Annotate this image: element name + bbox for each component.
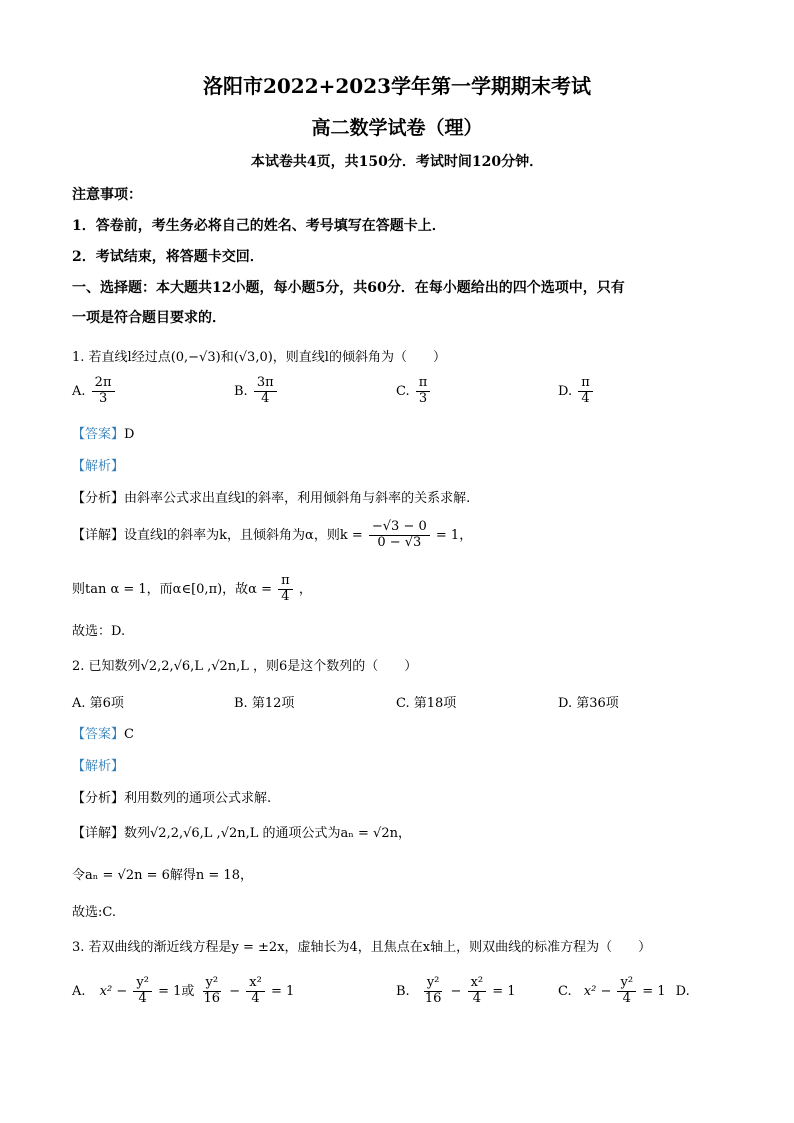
q1-detail-fraction: $\frac{-√3 - 0}{0 - √3}$ — [369, 520, 430, 551]
note-item-2: 2．考试结束，将答题卡交回． — [72, 249, 264, 265]
q2-option-b: B. 第12项 — [234, 696, 295, 711]
q1-detail: 【详解】设直线l的斜率为k，且倾斜角为α，则k = $\frac{-√3 - 0}{0 - √3}$ = 1， — [72, 519, 473, 550]
exam-title: 洛阳市2022+2023学年第一学期期末考试 — [202, 74, 592, 98]
exam-info: 本试卷共4页，共150分．考试时间120分钟． — [250, 154, 544, 170]
q3-option-a: A. x² − $\frac{\text{y²}}{4}$ = 1或 $\frac{\text{y²}}{16}$ − $\frac{\text{x²}}{4}$ = 1 — [72, 975, 295, 1006]
q1-option-d: D. $\frac{\pi}{4}$ — [558, 376, 595, 407]
q3-b-fraction-2: $\frac{\text{x²}}{4}$ — [468, 976, 487, 1007]
q1-option-a-fraction: $\frac{2\pi}{3}$ — [92, 376, 115, 407]
q1-option-c-fraction: $\frac{\pi}{3}$ — [416, 376, 431, 407]
q1-detail-line2: 则tan α = 1，而α∈[0,π)，故α = $\frac{\pi}{4}$ ， — [72, 573, 312, 604]
q1-option-d-fraction: $\frac{\pi}{4}$ — [578, 376, 593, 407]
q1-option-c: C. $\frac{\pi}{3}$ — [396, 376, 432, 407]
q1-line2-fraction: $\frac{\pi}{4}$ — [278, 574, 293, 605]
q1-option-b-fraction: $\frac{3\pi}{4}$ — [254, 376, 277, 407]
q2-fenxi: 【分析】利用数列的通项公式求解. — [72, 791, 272, 806]
q2-option-c: C. 第18项 — [396, 696, 457, 711]
q1-analysis-tag: 【解析】 — [72, 459, 125, 474]
q2-option-a: A. 第6项 — [72, 696, 124, 711]
question-1-stem: 1. 若直线l经过点(0,−√3)和(√3,0)，则直线l的倾斜角为（ ） — [72, 350, 446, 365]
q3-option-b: B. $\frac{\text{y²}}{16}$ − $\frac{\text{x²}}{4}$ = 1 — [396, 975, 516, 1006]
q2-analysis-tag: 【解析】 — [72, 759, 125, 774]
section-heading-line1: 一、选择题：本大题共12小题，每小题5分，共60分．在每小题给出的四个选项中，只有 — [72, 280, 625, 296]
exam-subtitle: 高二数学试卷（理） — [311, 117, 483, 139]
q1-option-b: B. $\frac{3\pi}{4}$ — [234, 376, 279, 407]
q1-conclusion: 故选：D. — [72, 624, 126, 639]
section-heading-line2: 一项是符合题目要求的． — [72, 310, 226, 326]
q2-option-d: D. 第36项 — [558, 696, 619, 711]
q3-a-fraction-2: $\frac{\text{y²}}{16}$ — [203, 975, 221, 1006]
q1-fenxi: 【分析】由斜率公式求出直线l的斜率，利用倾斜角与斜率的关系求解. — [72, 491, 471, 506]
q2-detail-line2: 令aₙ = √2n = 6解得n = 18， — [72, 868, 253, 883]
q2-answer: 【答案】C — [72, 727, 134, 742]
notes-heading: 注意事项： — [72, 187, 142, 203]
q1-answer: 【答案】D — [72, 427, 135, 442]
q3-c-fraction-1: $\frac{\text{y²}}{4}$ — [617, 976, 636, 1007]
question-3-stem: 3. 若双曲线的渐近线方程是y = ±2x，虚轴长为4，且焦点在x轴上，则双曲线的标准方程为（ ） — [72, 940, 652, 955]
q3-option-c: C. x² − $\frac{\text{y²}}{4}$ = 1 D. — [558, 975, 690, 1006]
q1-option-a: A. $\frac{2\pi}{3}$ — [72, 376, 117, 407]
q3-option-d: D. — [675, 983, 690, 999]
q2-detail: 【详解】数列√2,2,√6,L ,√2n,L 的通项公式为aₙ = √2n， — [72, 826, 411, 841]
q3-b-fraction-1: $\frac{\text{y²}}{16}$ — [424, 975, 442, 1006]
note-item-1: 1．答卷前，考生务必将自己的姓名、考号填写在答题卡上． — [72, 218, 446, 234]
q2-conclusion: 故选:C. — [72, 905, 116, 920]
question-2-stem: 2. 已知数列√2,2,√6,L ,√2n,L ，则6是这个数列的（ ） — [72, 659, 418, 674]
q3-a-fraction-1: $\frac{\text{y²}}{4}$ — [133, 976, 152, 1007]
q3-a-fraction-3: $\frac{\text{x²}}{4}$ — [246, 976, 265, 1007]
